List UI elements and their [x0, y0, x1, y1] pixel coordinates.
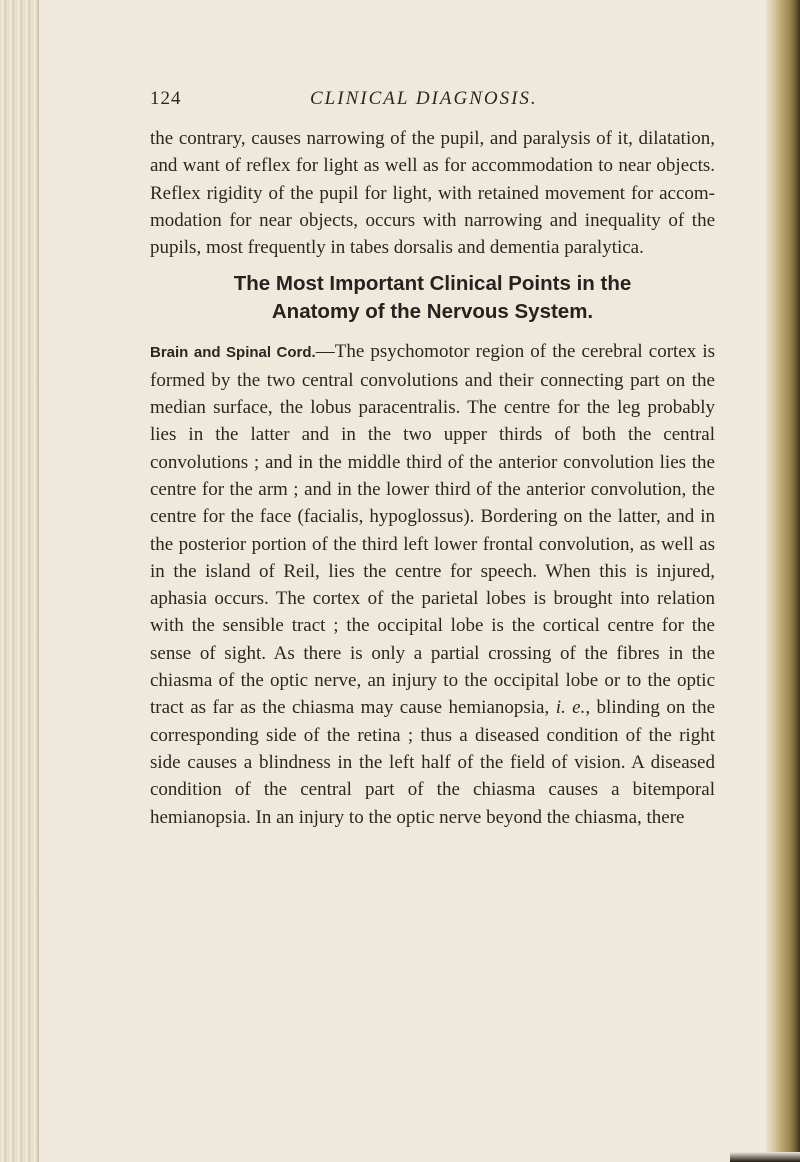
- paragraph-text: —The psychomotor region of the cerebral cortex is formed by the two central convolutions and their connecting part on the median surface, the lobus paracentralis. The centre for the leg probably lies in the latter and in the two upper thirds of both the central convolutions ; and in the middle third of the anterior convolution lies the centre for the arm ; and in the lower third of the anterior convolution, the centre for the face (facialis, hypoglossus). Bordering on the latter, and in the posterior portion of the third left lower frontal convolution, as well as in the island of Reil, lies the centre for speech. When this is injured, aphasia occurs. The cortex of the parietal lobes is brought into relation with the sensible tract ; the occipital lobe is the cortical centre for the sense of sight. As there is only a partial crossing of the fibres in the chiasma of the optic nerve, an injury to the occipital lobe or to the optic tract as far as the chiasma may cause hemianopsia,: [150, 341, 716, 719]
- page-header: [150, 78, 715, 112]
- italic-abbreviation: i. e.: [555, 697, 586, 719]
- paragraph-pupil-reflexes: the contrary, causes narrowing of the pupil, and paralysis of it, dilatation, and want of reflex for light as well as for accommodation to near objects. Reflex rigidity of the pupil for light, with retained movement for accommodation for near objects, occurs with narrowing and inequality of the pupils, most frequently in tabes dorsalis and dementia paralytica.: [150, 128, 715, 259]
- run-in-heading: Brain and Spinal Cord.: [150, 344, 316, 362]
- section-heading: [150, 270, 715, 326]
- book-page: [150, 78, 715, 831]
- section-heading-line-1: The Most Important Clinical Points in the: [233, 272, 632, 296]
- paragraph-text-continued: , blinding on the corresponding side of the retina ; thus a diseased condition of the right side causes a blindness in the left half of the field of vision. A diseased condition of the central part of the chiasma causes a bitemporal hemianopsia. In an injury to the optic nerve beyond the chiasma, there: [150, 697, 716, 828]
- paragraph-brain-spinal-cord: [150, 338, 715, 830]
- page-number: 124: [150, 88, 182, 109]
- section-heading-line-2: Anatomy of the Nervous System.: [271, 300, 594, 324]
- page-edge-shadow: [766, 0, 800, 1162]
- running-head: CLINICAL DIAGNOSIS.: [310, 88, 538, 109]
- page-corner-shadow: [730, 1152, 800, 1162]
- book-spine-gutter: [0, 0, 39, 1162]
